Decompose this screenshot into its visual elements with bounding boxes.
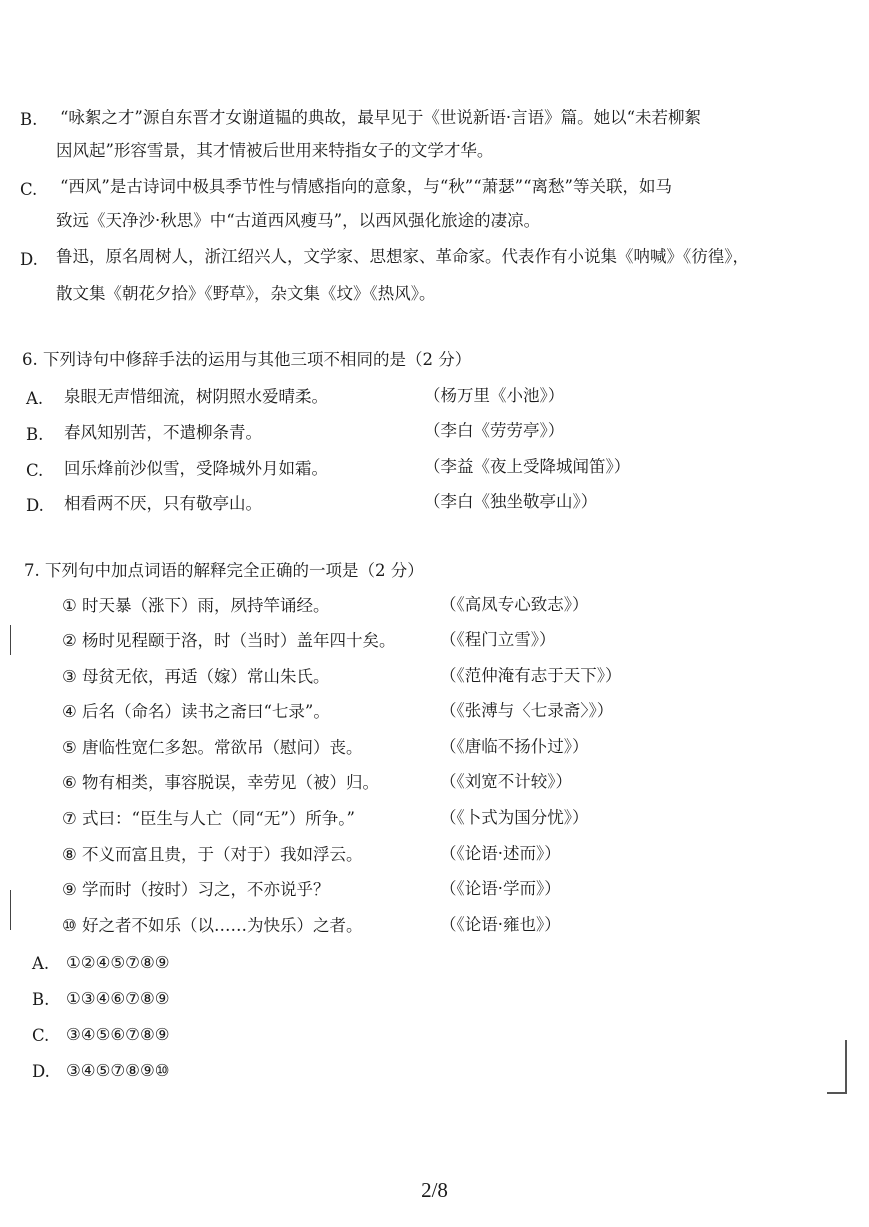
option-label: C. <box>26 461 44 480</box>
option-label: B. <box>20 110 38 129</box>
item-text: 母贫无依，再适（嫁）常山朱氏。 <box>82 667 330 686</box>
option-label: A. <box>26 389 44 408</box>
page-number: 2/8 <box>421 1178 448 1202</box>
item-text: 式曰：“臣生与人亡（同“无”）所争。” <box>82 809 355 828</box>
item-text: 好之者不如乐（以……为快乐）之者。 <box>82 916 363 935</box>
option-label: A. <box>32 954 50 973</box>
scan-corner-mark <box>827 1040 847 1094</box>
option-label: C. <box>20 180 38 199</box>
item-number: ⑧ <box>62 845 77 864</box>
option-text: 回乐烽前沙似雪，受降城外月如霜。 <box>64 459 328 478</box>
option-text: ①③④⑥⑦⑧⑨ <box>66 989 170 1008</box>
option-text-line: “咏絮之才”源自东晋才女谢道韫的典故，最早见于《世说新语·言语》篇。她以“未若柳絮 <box>60 108 702 127</box>
question-title: 6. 下列诗句中修辞手法的运用与其他三项不相同的是（2 分） <box>22 350 472 369</box>
item-number: ⑨ <box>62 880 77 899</box>
item-number: ⑦ <box>62 809 77 828</box>
option-text-line: 因风起”形容雪景，其才情被后世用来特指女子的文学才华。 <box>56 141 494 160</box>
option-label: B. <box>32 990 50 1009</box>
item-source: （《论语·学而》） <box>440 879 561 898</box>
item-source: （《刘宽不计较》） <box>440 772 572 791</box>
item-number: ① <box>62 596 77 615</box>
item-number: ⑩ <box>62 916 77 935</box>
item-text: 时天暴（涨下）雨，夙持竿诵经。 <box>82 596 330 615</box>
option-label: D. <box>32 1062 50 1081</box>
question-title: 7. 下列句中加点词语的解释完全正确的一项是（2 分） <box>24 561 424 580</box>
option-text-line: “西风”是古诗词中极具季节性与情感指向的意象，与“秋”“萧瑟”“离愁”等关联，如马 <box>60 177 672 196</box>
item-number: ③ <box>62 667 77 686</box>
item-text: 唐临性宽仁多恕。常欲吊（慰问）丧。 <box>82 738 363 757</box>
scan-margin-mark <box>10 625 11 655</box>
item-source: （《高凤专心致志》） <box>440 595 589 614</box>
item-text: 物有相类，事容脱误，幸劳见（被）归。 <box>82 773 379 792</box>
item-number: ② <box>62 631 77 650</box>
option-label: D. <box>20 250 38 269</box>
item-source: （《程门立雪》） <box>440 630 556 649</box>
option-text-line: 鲁迅，原名周树人，浙江绍兴人，文学家、思想家、革命家。代表作有小说集《呐喊》《彷徨》， <box>56 247 749 266</box>
option-text: 相看两不厌，只有敬亭山。 <box>64 494 262 513</box>
item-number: ⑥ <box>62 773 77 792</box>
option-label: B. <box>26 425 44 444</box>
option-text: 春风知别苦，不遣柳条青。 <box>64 423 262 442</box>
option-source: （杨万里《小池》） <box>424 386 565 405</box>
option-text: ③④⑤⑥⑦⑧⑨ <box>66 1025 170 1044</box>
item-text: 学而时（按时）习之，不亦说乎？ <box>82 880 330 899</box>
item-text: 杨时见程颐于洛，时（当时）盖年四十矣。 <box>82 631 396 650</box>
option-source: （李益《夜上受降城闻笛》） <box>424 457 631 476</box>
item-source: （《论语·雍也》） <box>440 915 561 934</box>
option-text: 泉眼无声惜细流，树阴照水爱晴柔。 <box>64 387 328 406</box>
item-text: 不义而富且贵，于（对于）我如浮云。 <box>82 845 363 864</box>
item-source: （《论语·述而》） <box>440 844 561 863</box>
item-source: （《卜式为国分忧》） <box>440 808 589 827</box>
option-source: （李白《独坐敬亭山》） <box>424 492 598 511</box>
scan-margin-mark <box>10 890 11 930</box>
option-text: ③④⑤⑦⑧⑨⑩ <box>66 1061 170 1080</box>
option-label: C. <box>32 1026 50 1045</box>
item-source: （《张溥与〈七录斋〉》） <box>440 701 614 720</box>
item-number: ⑤ <box>62 738 77 757</box>
option-label: D. <box>26 496 44 515</box>
option-text-line: 散文集《朝花夕拾》《野草》，杂文集《坟》《热风》。 <box>56 284 436 303</box>
item-text: 后名（命名）读书之斋曰“七录”。 <box>82 702 330 721</box>
option-text: ①②④⑤⑦⑧⑨ <box>66 953 170 972</box>
option-text-line: 致远《天净沙·秋思》中“古道西风瘦马”，以西风强化旅途的凄凉。 <box>56 211 541 230</box>
item-source: （《范仲淹有志于天下》） <box>440 666 622 685</box>
option-source: （李白《劳劳亭》） <box>424 421 565 440</box>
item-source: （《唐临不扬仆过》） <box>440 737 589 756</box>
item-number: ④ <box>62 702 77 721</box>
